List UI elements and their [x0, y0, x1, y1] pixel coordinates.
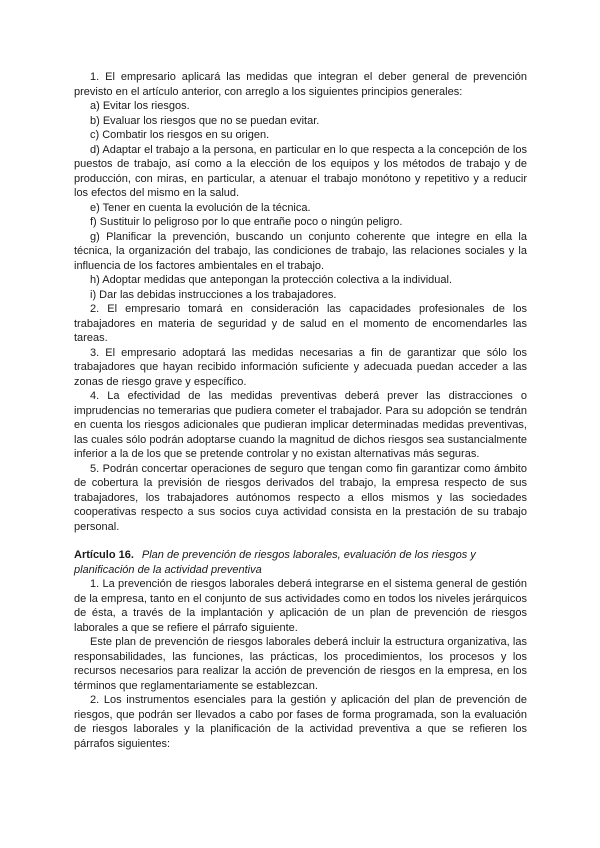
principle-b: b) Evaluar los riesgos que no se puedan evitar. [90, 114, 320, 127]
article-15-body [74, 70, 527, 534]
paragraph-5: 5. Podrán concertar operaciones de seguro que tengan como fin garantizar como ámbito de cobertura la previsión de riesgos derivados del trabajo, la empresa respecto de sus trabajadores, los trabajadores autónomos respecto a ellos mismos y las sociedades cooperativas respecto a sus socios cuya actividad consista en la prestación de su trabajo personal. [74, 462, 527, 533]
paragraph-principles-intro: 1. El empresario aplicará las medidas que integran el deber general de prevención previsto en el artículo anterior, con arreglo a los siguientes principios generales: [74, 71, 527, 98]
principle-c: c) Combatir los riesgos en su origen. [90, 129, 270, 141]
principle-e: e) Tener en cuenta la evolución de la técnica. [90, 201, 311, 214]
article-16-paragraph-plan: Este plan de prevención de riesgos laborales deberá incluir la estructura organizativa, las responsabilidades, las funciones, las prácticas, los procedimientos, los procesos y los recursos necesarios para realizar la acción de prevención de riesgos en la empresa, en los términos que reglamentariamente se establezcan. [74, 636, 527, 692]
paragraph-4: 4. La efectividad de las medidas preventivas deberá prever las distracciones o imprudencias no temerarias que pudiera cometer el trabajador. Para su adopción se tendrán en cuenta los riesgos adicionales que pudieran implicar determinadas medidas preventivas, las cuales sólo podrán adoptarse cuando la magnitud de dichos riesgos sea sustancialmente inferior a la de los que se pretende controlar y no existan alternativas más seguras. [74, 390, 527, 460]
paragraph-2: 2. El empresario tomará en consideración las capacidades profesionales de los trabajadores en materia de seguridad y de salud en el momento de encomendarles las tareas. [74, 303, 527, 344]
article-16-paragraph-1: 1. La prevención de riesgos laborales deberá integrarse en el sistema general de gestión de la empresa, tanto en el conjunto de sus actividades como en todos los niveles jerárquicos de ésta, a través de la implantación y aplicación de un plan de prevención de riesgos laborales a que se refiere el párrafo siguiente. [74, 578, 527, 634]
principle-a: a) Evitar los riesgos. [90, 100, 190, 112]
principle-i: i) Dar las debidas instrucciones a los trabajadores. [90, 288, 337, 301]
article-16-body [74, 577, 527, 751]
article-16-paragraph-2: 2. Los instrumentos esenciales para la gestión y aplicación del plan de prevención de riesgos, que podrán ser llevados a cabo por fases de forma programada, son la evaluación de riesgos laborales y la planificación de la actividad preventiva a que se refieren los párrafos siguientes: [74, 694, 527, 750]
article-number: Artículo 16. [74, 549, 134, 561]
principle-g: g) Planificar la prevención, buscando un conjunto coherente que integre en ella la técnica, la organización del trabajo, las condiciones de trabajo, las relaciones sociales y la influencia de los factores ambientales en el trabajo. [74, 230, 527, 272]
principle-h: h) Adoptar medidas que antepongan la protección colectiva a la individual. [90, 274, 453, 286]
paragraph-3: 3. El empresario adoptará las medidas necesarias a fin de garantizar que sólo los trabajadores que hayan recibido información suficiente y adecuada puedan acceder a las zonas de riesgo grave y específico. [74, 346, 527, 388]
article-16-heading [74, 548, 527, 577]
document-page [74, 70, 527, 751]
principle-f: f) Sustituir lo peligroso por lo que entrañe poco o ningún peligro. [90, 216, 403, 228]
article-title: Plan de prevención de riesgos laborales, evaluación de los riesgos y planificación de la actividad preventiva [74, 549, 476, 576]
principle-d: d) Adaptar el trabajo a la persona, en particular en lo que respecta a la concepción de los puestos de trabajo, así como a la elección de los equipos y los métodos de trabajo y de producción, con miras, en particular, a atenuar el trabajo monótono y repetitivo y a reducir los efectos del mismo en la salud. [74, 143, 527, 199]
